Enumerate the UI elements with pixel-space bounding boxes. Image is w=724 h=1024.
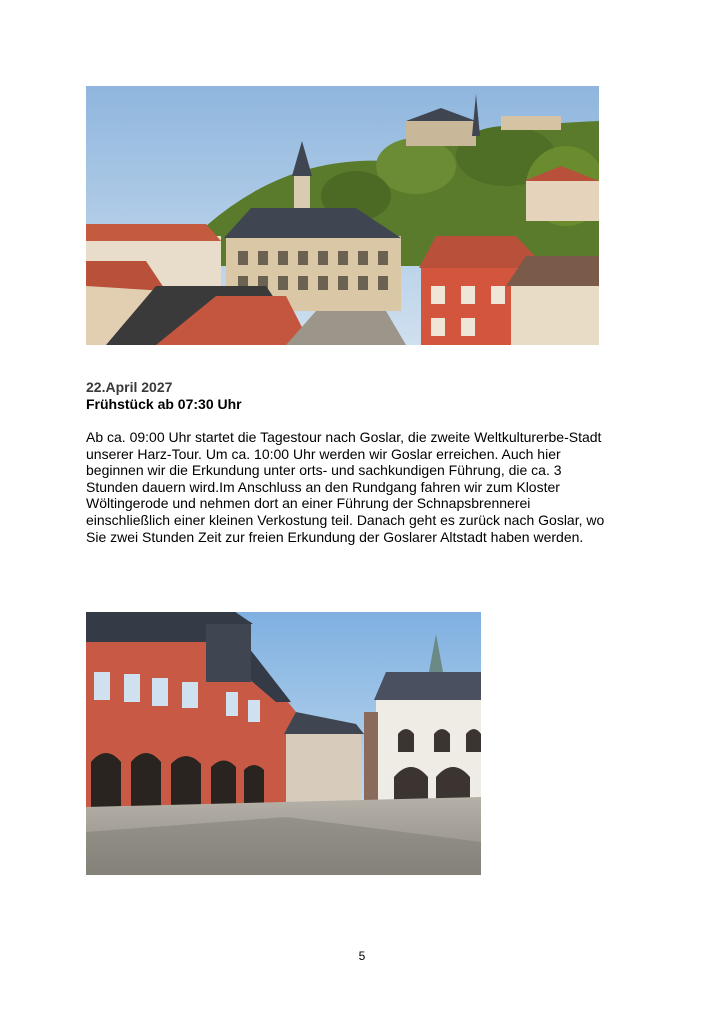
paragraph-line: beginnen wir die Erkundung unter orts- und sachkundigen Führung, die ca. 3: [86, 462, 562, 479]
town-panorama-photo: [86, 86, 599, 345]
paragraph-line: Wöltingerode und nehmen dort an einer Führung der Schnapsbrennerei: [86, 495, 531, 512]
paragraph-line: unserer Harz-Tour. Um ca. 10:00 Uhr werden wir Goslar erreichen. Auch hier: [86, 445, 561, 462]
page-number: 5: [358, 949, 366, 963]
date-heading: 22.April 2027: [86, 379, 173, 395]
paragraph-line: Stunden dauern wird.Im Anschluss an den Rundgang fahren wir zum Kloster: [86, 478, 560, 495]
breakfast-subtitle: Frühstück ab 07:30 Uhr: [86, 396, 242, 412]
market-square-photo: [86, 612, 481, 875]
market-square-image: [86, 612, 481, 875]
paragraph-line: Ab ca. 09:00 Uhr startet die Tagestour nach Goslar, die zweite Weltkulturerbe-Stadt: [86, 429, 602, 445]
paragraph-line: einschließlich einer kleinen Verkostung teil. Danach geht es zurück nach Goslar, wo: [86, 511, 605, 528]
paragraph-line: Sie zwei Stunden Zeit zur freien Erkundung der Goslarer Altstadt haben werden.: [86, 528, 584, 545]
town-panorama-image: [86, 86, 599, 345]
itinerary-paragraph: [86, 429, 646, 545]
